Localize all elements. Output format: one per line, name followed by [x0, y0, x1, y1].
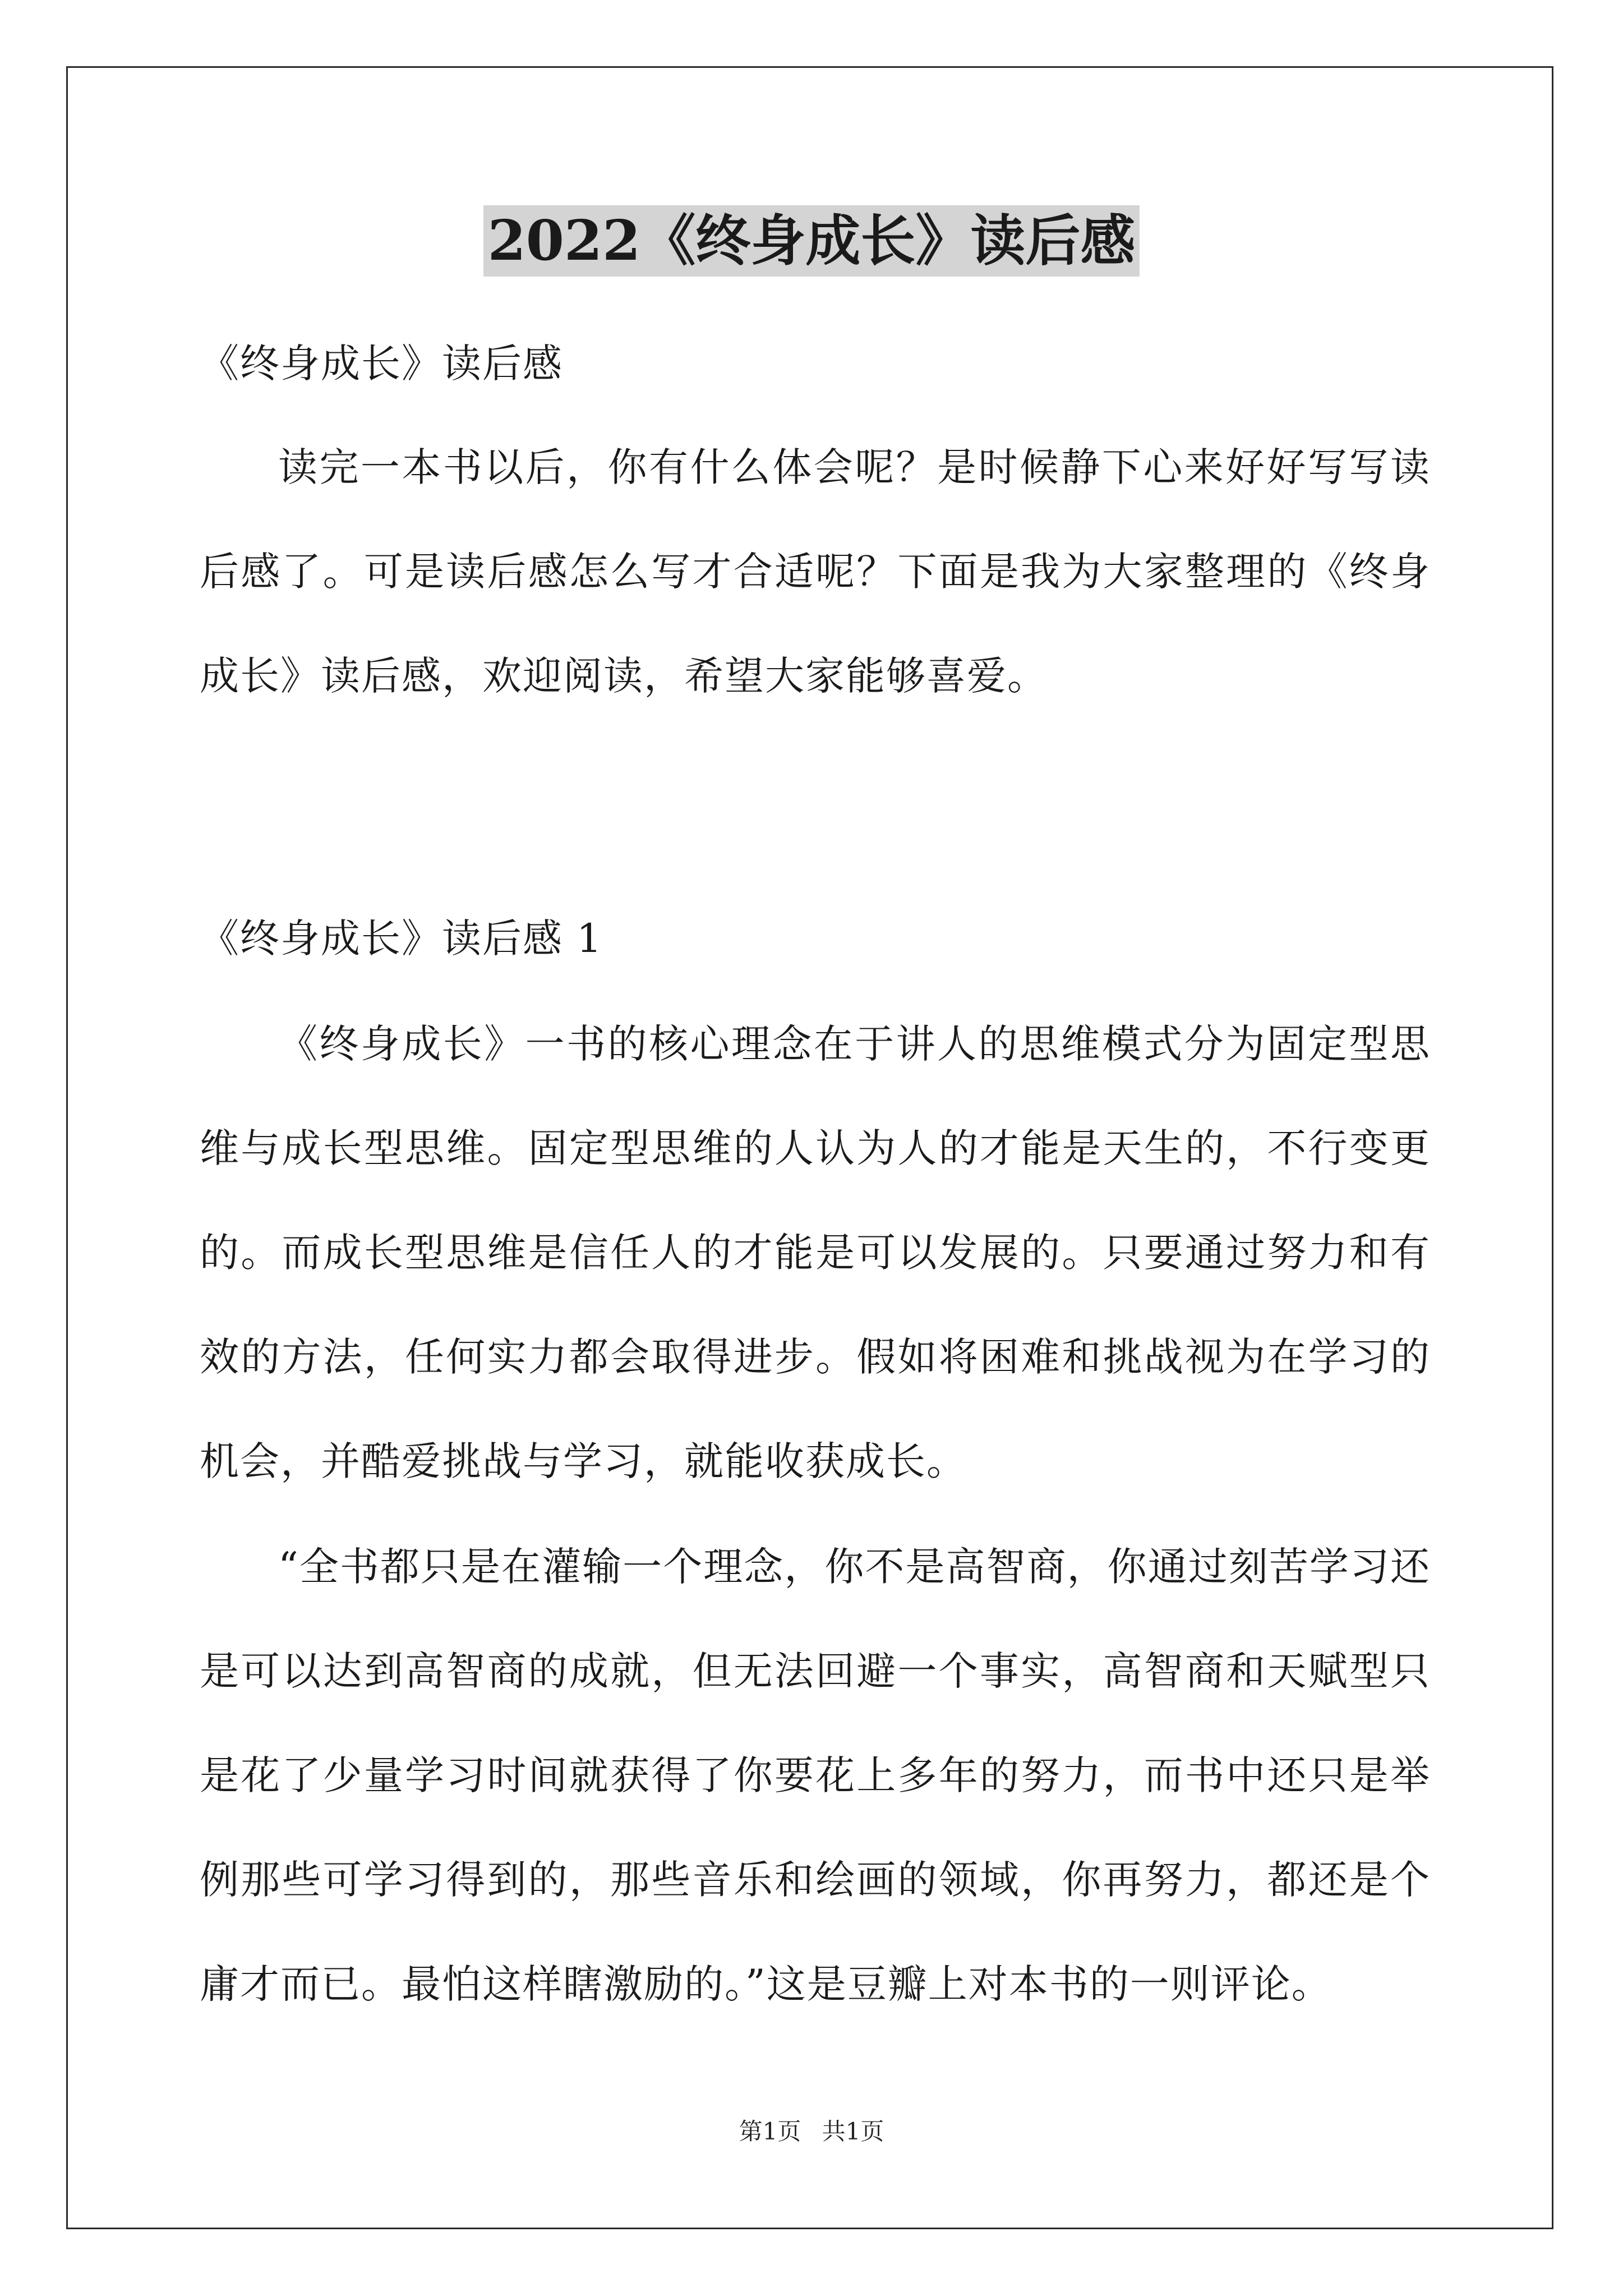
intro-paragraph: 读完一本书以后，你有什么体会呢？是时候静下心来好好写写读后感了。可是读后感怎么写才合适呢？下面是我为大家整理的《终身成长》读后感，欢迎阅读，希望大家能够喜爱。 [200, 444, 1431, 699]
document-subtitle: 《终身成长》读后感 [200, 341, 563, 386]
body-paragraph-2: “全书都只是在灌输一个理念，你不是高智商，你通过刻苦学习还是可以达到高智商的成就，但无法回避一个事实，高智商和天赋型只是花了少量学习时间就获得了你要花上多年的努力，而书中还只是举例那些可学习得到的，那些音乐和绘画的领域，你再努力，都还是个庸才而已。最怕这样瞎激励的。”这是豆瓣上对本书的一则评论。 [200, 1544, 1431, 2007]
document-title-text: 2022《终身成长》读后感 [483, 205, 1140, 277]
section-heading: 《终身成长》读后感 1 [200, 915, 603, 961]
page-footer: 第1页 共1页 [739, 2118, 884, 2145]
body-paragraph-1: 《终身成长》一书的核心理念在于讲人的思维模式分为固定型思维与成长型思维。固定型思维的人认为人的才能是天生的，不行变更的。而成长型思维是信任人的才能是可以发展的。只要通过努力和有效的方法，任何实力都会取得进步。假如将困难和挑战视为在学习的机会，并酷爱挑战与学习，就能收获成长。 [200, 1021, 1431, 1484]
document-title [0, 202, 1623, 280]
